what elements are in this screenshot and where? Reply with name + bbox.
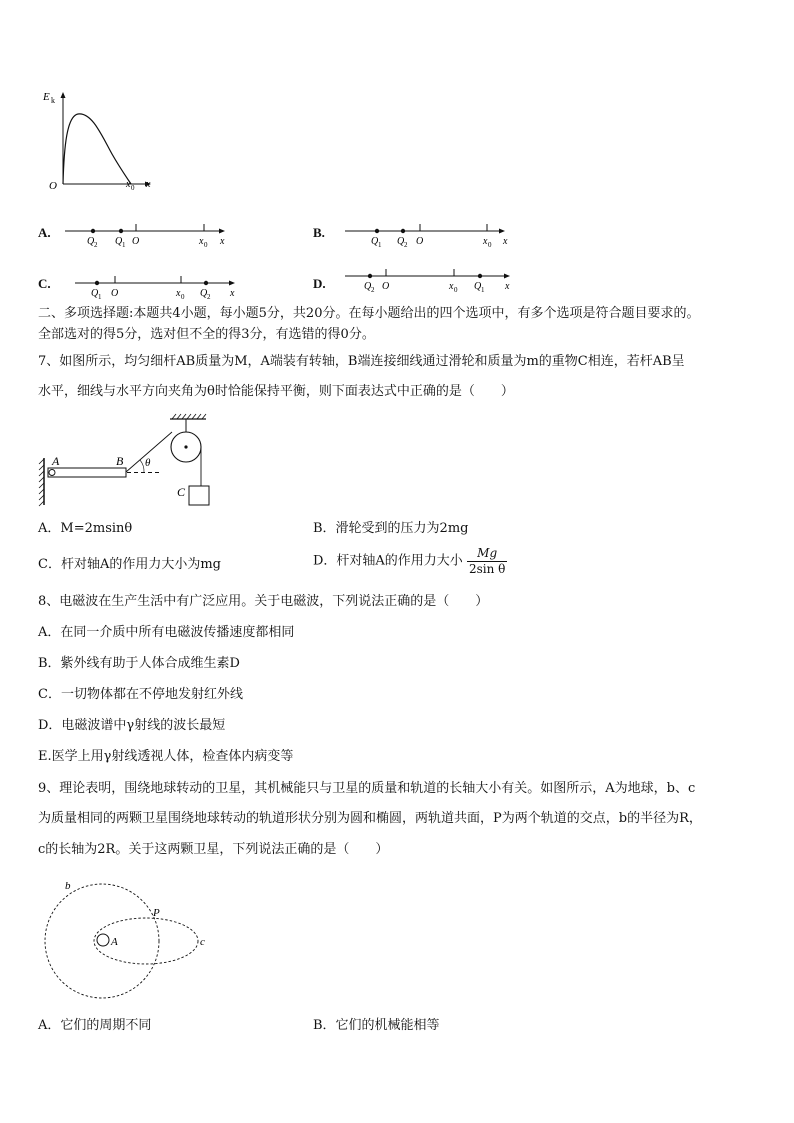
theta-arc xyxy=(140,460,144,473)
ek-x-label: x xyxy=(146,179,151,190)
q9-option-a[interactable]: A．它们的周期不同 xyxy=(38,1018,152,1033)
svg-text:x: x xyxy=(199,236,204,247)
q6-option-a-axis xyxy=(60,220,240,250)
svg-text:x: x xyxy=(449,281,454,292)
ek-x0-label: x xyxy=(126,179,131,190)
q9-orbit-figure xyxy=(38,870,228,1000)
svg-text:x: x xyxy=(230,288,235,299)
svg-text:Q: Q xyxy=(364,281,372,292)
ceiling-hatch xyxy=(172,414,206,419)
pulley-axle xyxy=(184,445,187,448)
svg-text:2: 2 xyxy=(94,241,98,249)
q8-option-b[interactable]: B．紫外线有助于人体合成维生素D xyxy=(38,656,240,671)
fig7-label-theta: θ xyxy=(145,457,151,469)
q6-option-b-label[interactable]: B. xyxy=(313,225,325,240)
q6a-point-q1 xyxy=(119,229,123,233)
rod-ab xyxy=(48,468,126,477)
fig9-label-p: P xyxy=(153,907,160,919)
q6-option-a-label[interactable]: A. xyxy=(38,225,51,240)
svg-text:x: x xyxy=(505,281,510,292)
q6-option-c-label[interactable]: C. xyxy=(38,276,51,291)
q6-option-c-axis xyxy=(70,272,250,302)
ek-origin-label: O xyxy=(49,180,57,192)
svg-text:1: 1 xyxy=(481,286,485,294)
svg-text:Q: Q xyxy=(87,236,95,247)
q8-option-c[interactable]: C．一切物体都在不停地发射红外线 xyxy=(38,687,243,702)
q7-option-b[interactable]: B．滑轮受到的压力为2mg xyxy=(313,521,469,536)
svg-text:0: 0 xyxy=(204,241,208,249)
q7-figure xyxy=(38,410,228,510)
svg-text:O: O xyxy=(416,236,424,247)
fig9-label-a: A xyxy=(111,936,118,948)
q9-stem-line3: c的长轴为2R。关于这两颗卫星，下列说法正确的是（ ） xyxy=(38,842,389,857)
q6d-point-q1 xyxy=(478,274,482,278)
q6a-point-q2 xyxy=(91,229,95,233)
svg-text:0: 0 xyxy=(488,241,492,249)
fig7-label-c: C xyxy=(177,485,186,499)
q6-option-b-axis xyxy=(340,220,520,250)
q7-option-c[interactable]: C．杆对轴A的作用力大小为mg xyxy=(38,557,221,572)
svg-text:1: 1 xyxy=(98,293,102,301)
ek-y-label-sub: k xyxy=(51,96,55,105)
svg-text:x: x xyxy=(176,288,181,299)
svg-text:x: x xyxy=(483,236,488,247)
q7-option-d-text: D．杆对轴A的作用力大小 xyxy=(313,553,463,569)
svg-text:O: O xyxy=(132,236,140,247)
q9-stem-line2: 为质量相同的两颗卫星围绕地球转动的轨道形状分别为圆和椭圆，两轨道共面，P为两个轨道的交点，b的半径为R， xyxy=(38,811,702,826)
q7-option-d-fraction xyxy=(467,546,507,577)
ek-curve xyxy=(63,114,131,184)
q9-stem-line1: 9、理论表明，围绕地球转动的卫星，其机械能只与卫星的质量和轨道的长轴大小有关。如图所示，A为地球，b、c xyxy=(38,781,696,796)
section2-line2: 全部选对的得5分，选对但不全的得3分，有选错的得0分。 xyxy=(38,327,375,342)
pivot-a xyxy=(49,470,55,476)
fig7-label-b: B xyxy=(116,454,124,468)
ek-graph xyxy=(40,86,170,196)
ek-y-arrow xyxy=(61,92,66,98)
q6d-point-q2 xyxy=(368,274,372,278)
weight-c xyxy=(189,486,209,505)
fraction-numerator: Mg xyxy=(467,546,507,562)
earth-a xyxy=(97,934,109,946)
q9-option-b[interactable]: B．它们的机械能相等 xyxy=(313,1018,440,1033)
q6-option-d-axis xyxy=(340,265,520,295)
q6b-point-q2 xyxy=(401,229,405,233)
svg-text:x: x xyxy=(220,236,225,247)
fig7-label-a: A xyxy=(52,454,60,468)
q6c-point-q2 xyxy=(204,281,208,285)
svg-text:0: 0 xyxy=(454,286,458,294)
ek-y-label: E xyxy=(43,91,50,103)
q8-option-e[interactable]: E.医学上用γ射线透视人体，检查体内病变等 xyxy=(38,749,294,764)
svg-text:Q: Q xyxy=(397,236,405,247)
q6b-point-q1 xyxy=(375,229,379,233)
fraction-denominator: 2sin θ xyxy=(468,562,506,576)
q8-stem: 8、电磁波在生产生活中有广泛应用。关于电磁波，下列说法正确的是（ ） xyxy=(38,594,489,609)
fig9-label-c: c xyxy=(200,936,205,948)
svg-text:Q: Q xyxy=(371,236,379,247)
svg-text:Q: Q xyxy=(115,236,123,247)
svg-text:1: 1 xyxy=(122,241,126,249)
ek-x0-sub: 0 xyxy=(131,184,135,192)
q7-stem-line1: 7、如图所示，均匀细杆AB质量为M，A端装有转轴，B端连接细线通过滑轮和质量为m的重物C相连，若杆AB呈 xyxy=(38,354,685,369)
q7-option-a[interactable]: A．M=2msinθ xyxy=(38,521,133,536)
svg-text:Q: Q xyxy=(474,281,482,292)
svg-text:O: O xyxy=(111,288,119,299)
fig9-label-b: b xyxy=(65,880,71,892)
section2-line1: 二、多项选择题:本题共4小题，每小题5分，共20分。在每小题给出的四个选项中，有多个选项是符合题目要求的。 xyxy=(38,306,700,321)
svg-text:2: 2 xyxy=(207,293,211,301)
svg-text:1: 1 xyxy=(378,241,382,249)
q7-option-d[interactable] xyxy=(313,546,507,577)
svg-text:Q: Q xyxy=(91,288,99,299)
svg-text:2: 2 xyxy=(371,286,375,294)
q8-option-d[interactable]: D．电磁波谱中γ射线的波长最短 xyxy=(38,718,226,733)
q6-option-d-label[interactable]: D. xyxy=(313,276,326,291)
svg-text:O: O xyxy=(382,281,390,292)
svg-text:0: 0 xyxy=(181,293,185,301)
svg-text:x: x xyxy=(503,236,508,247)
orbit-c xyxy=(94,918,198,964)
svg-text:2: 2 xyxy=(404,241,408,249)
q8-option-a[interactable]: A．在同一介质中所有电磁波传播速度都相同 xyxy=(38,625,295,640)
svg-text:Q: Q xyxy=(200,288,208,299)
q7-stem-line2: 水平，细线与水平方向夹角为θ时恰能保持平衡，则下面表达式中正确的是（ ） xyxy=(38,384,514,399)
q6c-point-q1 xyxy=(95,281,99,285)
